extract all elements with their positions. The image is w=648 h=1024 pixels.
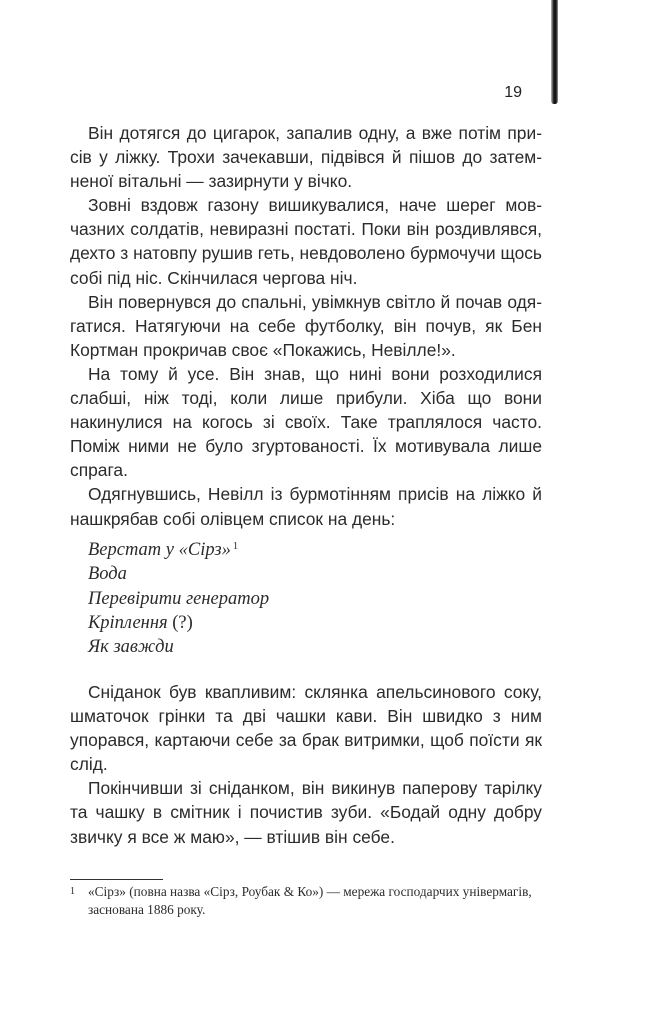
list-item bbox=[88, 611, 488, 635]
list-item-note: (?) bbox=[172, 612, 193, 633]
list-item bbox=[88, 635, 488, 659]
paragraph: На тому й усе. Він знав, що нині вони розходилися слабші, ніж тоді, коли лише прибули. Хіба що вони накинулися на когось зі своїх. Таке траплялося часто. Поміж ними не було згуртованості. Їх мотивувала лише спрага. bbox=[70, 363, 542, 481]
footnote-text: «Сірз» (повна назва «Сірз, Роубак & Ко») — мережа господарчих універмагів, заснована 1886 року. bbox=[88, 884, 532, 917]
list-item-text: Як завжди bbox=[88, 637, 174, 658]
footnote-divider bbox=[70, 879, 163, 880]
list-item bbox=[88, 562, 488, 586]
todo-list bbox=[88, 535, 488, 659]
list-item bbox=[88, 535, 488, 562]
paragraph: Одягнувшись, Невілл із бурмотінням присів на ліжко й нашкрябав собі олівцем список на день: bbox=[70, 484, 542, 529]
paragraph: Зовні вздовж газону вишикувалися, наче шерег мовчазних солдатів, невиразні постаті. Поки він роздивлявся, дехто з натовпу рушив геть, невдоволено бурмочучи щось собі під ніс. Скінчилася чергова ніч. bbox=[70, 195, 542, 288]
list-item-text: Вода bbox=[88, 564, 127, 585]
list-item bbox=[88, 587, 488, 611]
body-text-top bbox=[70, 121, 542, 531]
body-text-bottom bbox=[70, 680, 542, 849]
paragraph: Сніданок був квапливим: склянка апельсинового соку, шматочок грінки та дві чашки кави. Він швидко з ним упорався, картаючи себе за брак витримки, щоб поїсти як слід. bbox=[70, 682, 542, 775]
page-edge-mark bbox=[551, 0, 558, 104]
footnote-number: 1 bbox=[70, 886, 75, 897]
paragraph: Він повернувся до спальні, увімкнув світло й почав одягатися. Натягуючи на себе футболку, він почув, як Бен Кортман прокричав своє «Покажись, Невілле!». bbox=[70, 291, 542, 360]
footnote-reference: 1 bbox=[232, 541, 239, 552]
paragraph: Покінчивши зі сніданком, він викинув паперову тарілку та чашку в смітник і почистив зуби. «Бодай одну добру звичку я все ж маю», — втішив він себе. bbox=[70, 778, 542, 847]
paragraph: Він дотягся до цигарок, запалив одну, а вже потім присів у ліжку. Трохи зачекавши, підвівся й пішов до затемненої вітальні — зазирнути у вічко. bbox=[70, 123, 542, 192]
footnote bbox=[70, 883, 542, 918]
list-item-text: Верстат у «Сірз» bbox=[88, 540, 231, 560]
list-item-text: Перевірити генератор bbox=[88, 588, 270, 609]
page-number: 19 bbox=[504, 84, 522, 101]
list-item-text: Кріплення bbox=[88, 612, 168, 633]
